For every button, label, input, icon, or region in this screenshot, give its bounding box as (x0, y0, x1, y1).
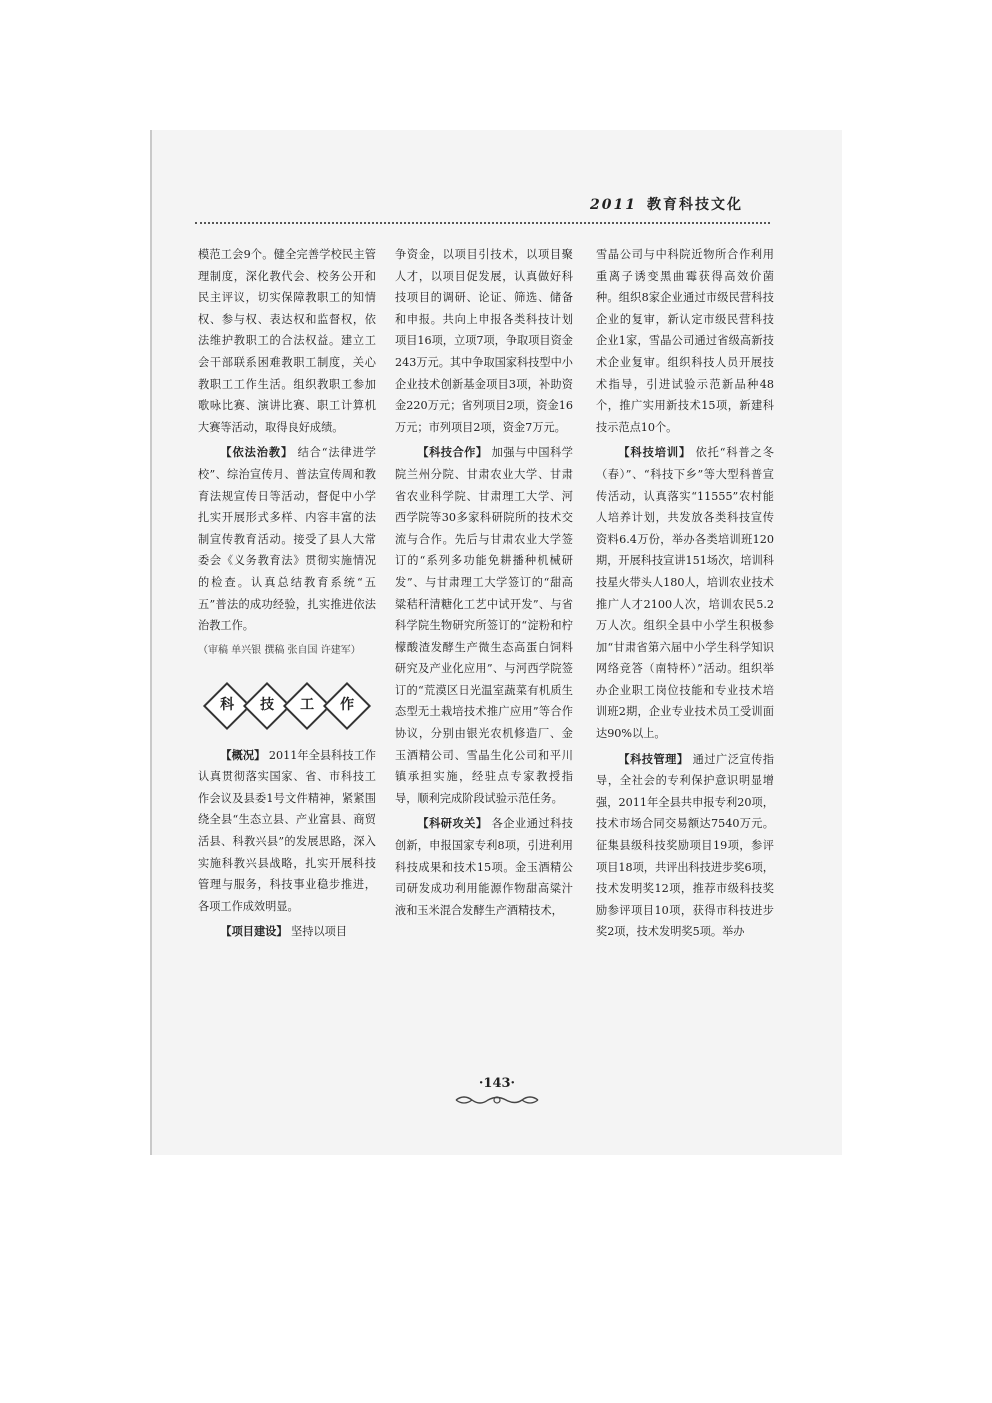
paragraph-tech-management (596, 749, 774, 943)
section-title-tech-work (198, 689, 376, 723)
section-heading: 【依法治教】 (220, 445, 294, 460)
paragraph-body: 2011年全县科技工作认真贯彻落实国家、省、市科技工作会议及县委1号文件精神，紧紧围绕全县“生态立县、产业富县、商贸活县、科教兴县”的发展思路，深入实施科教兴县战略，扎实开展科技管理与服务，科技事业稳步推进，各项工作成效明显。 (198, 748, 376, 913)
paragraph-tech-training (596, 442, 774, 744)
paragraph-body: 加强与中国科学院兰州分院、甘肃农业大学、甘肃省农业科学院、甘肃理工大学、河西学院等30多家科研院所的技术交流与合作。先后与甘肃农业大学签订的“系列多功能免耕播种机械研发”、与甘肃理工大学签订的“甜高粱秸秆清糖化工艺中试开发”、与省科学院生物研究所签订的“淀粉和柠檬酸渣发酵生产微生态高蛋白饲料研究及产业化应用”、与河西学院签订的“荒漠区日光温室蔬菜有机质生态型无土栽培技术推广应用”等合作协议，分别由银光农机修造厂、金玉酒精公司、雪晶生化公司和平川镇承担实施，经驻点专家教授指导，顺利完成阶段试验示范任务。 (395, 446, 573, 805)
title-char: 作 (340, 696, 354, 713)
paragraph-legal-education (198, 442, 376, 636)
paragraph-body: 坚持以项目 (291, 925, 348, 939)
section-heading: 【科技培训】 (618, 445, 692, 460)
paragraph: 争资金，以项目引技术，以项目聚人才，以项目促发展，认真做好科技项目的调研、论证、筛选、储备和申报。共向上申报各类科技计划项目16项，立项7项，争取项目资金243万元。其中争取国家科技型中小企业技术创新基金项目3项，补助资金220万元；省列项目2项，资金16万元；市列项目2项，资金7万元。 (395, 248, 573, 434)
title-diamond (323, 682, 371, 730)
column-2 (395, 244, 573, 921)
paragraph-overview (198, 745, 376, 918)
section-heading: 【科技管理】 (618, 751, 689, 766)
paragraph-body: 结合“法律进学校”、综治宣传月、普法宣传周和教育法规宣传日等活动，督促中小学扎实开展形式多样、内容丰富的法制宣传教育活动。接受了县人大常委会《义务教育法》贯彻实施情况的检查。认真总结教育系统“五五”普法的成功经验，扎实推进依法治教工作。 (198, 446, 376, 633)
title-char: 工 (300, 696, 314, 713)
paragraph-research (395, 813, 573, 921)
paragraph-project-building (198, 921, 376, 943)
title-char: 科 (220, 696, 234, 713)
header-divider (195, 222, 770, 224)
paragraph: 雪晶公司与中科院近物所合作利用重离子诱变黑曲霉获得高效价菌种。组织8家企业通过市级民营科技企业的复审，新认定市级民营科技企业1家，雪晶公司通过省级高新技术企业复审。组织科技人员开展技术指导，引进试验示范新品种48个，推广实用新技术15项，新建科技示范点10个。 (596, 248, 774, 434)
paragraph-body: 依托“科普之冬（春）”、“科技下乡”等大型科普宣传活动，认真落实“11555”农村能人培养计划，共发放各类科技宣传资料6.4万份，举办各类培训班120期，开展科技宣讲151场次，培训科技星火带头人180人，培训农业技术推广人才2100人次，培训农民5.2万人次。组织全县中小学生积极参加“甘肃省第六届中小学生科学知识网络竞答（南特杯）”活动。组织举办企业职工岗位技能和专业技术培训班2期，企业专业技术员工受训面达90%以上。 (596, 446, 774, 741)
section-heading: 【科技合作】 (417, 445, 488, 460)
page-number: ·143· (478, 1076, 516, 1091)
paragraph-body: 各企业通过科技创新，申报国家专利8项，引进利用科技成果和技术15项。金玉酒精公司研发成功利用能源作物甜高粱汁液和玉米混合发酵生产酒精技术， (395, 817, 573, 917)
title-char: 技 (260, 696, 274, 713)
section-heading: 【概况】 (220, 747, 266, 762)
paragraph-body: 通过广泛宣传指导，全社会的专利保护意识明显增强，2011年全县共申报专利20项，技术市场合同交易额达7540万元。征集县级科技奖励项目19项，参评项目18项，共评出科技进步奖6项，技术发明奖12项，推荐市级科技奖励参评项目10项，获得市科技进步奖2项，技术发明奖5项。举办 (596, 752, 774, 939)
credit-line: （审稿 单兴银 撰稿 张自国 许建军） (198, 644, 361, 656)
header-title: 教育科技文化 (646, 197, 743, 213)
paragraph: 模范工会9个。健全完善学校民主管理制度，深化教代会、校务公开和民主评议，切实保障教职工的知情权、参与权、表达权和监督权，依法维护教职工的合法权益。建立工会干部联系困难教职工制度，关心教职工工作生活。组织教职工参加歌咏比赛、演讲比赛、职工计算机大赛等活动，取得良好成绩。 (198, 248, 376, 434)
running-header (590, 194, 770, 216)
header-year: 2011 (590, 197, 637, 213)
column-3 (596, 244, 774, 943)
column-1 (198, 244, 376, 943)
paragraph-tech-cooperation (395, 442, 573, 809)
section-heading: 【项目建设】 (220, 924, 288, 939)
section-heading: 【科研攻关】 (417, 816, 488, 831)
footer-ornament-icon (452, 1092, 542, 1108)
